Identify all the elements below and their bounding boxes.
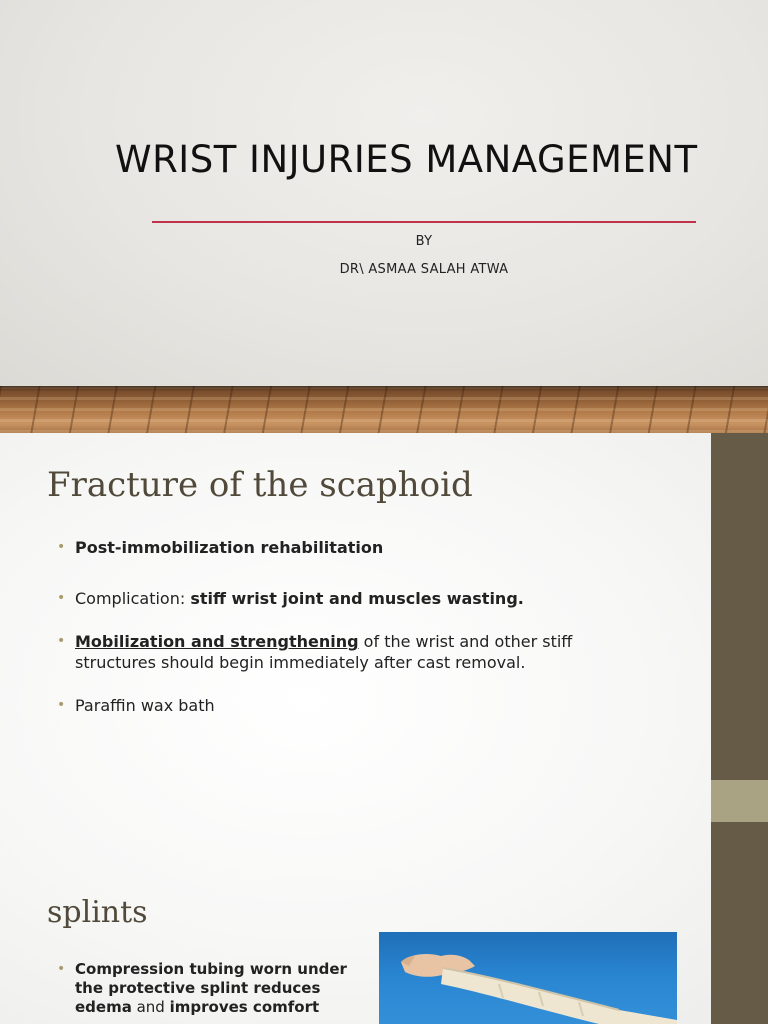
content-slide-splints [0,880,711,1024]
wrist-splint-illustration [379,932,677,1024]
byline-label: BY [415,234,433,249]
bullet-icon: • [57,590,66,606]
bullet-icon: • [57,633,66,649]
item-text-bold: improves comfort [169,998,320,1016]
side-bar-accent [711,780,768,822]
item-text: Paraffin wax bath [75,696,215,715]
bullet-icon: • [57,539,66,555]
list-item [57,588,657,609]
title-divider [152,221,696,223]
item-text: and [131,998,170,1016]
bullet-icon: • [57,697,66,713]
list-item [57,537,657,558]
bullet-list [57,537,657,716]
slide-heading: splints [47,895,148,930]
item-text: Complication: [75,589,191,608]
item-text: of the wrist and other stiff structures should begin immediately after cast removal. [75,632,573,672]
side-bar [711,433,768,1024]
bullet-icon: • [57,961,66,977]
slide-heading: Fracture of the scaphoid [47,465,473,505]
bullet-list [57,960,357,1017]
author-name: DR\ ASMAA SALAH ATWA [339,262,509,277]
list-item [57,631,657,673]
wrist-splint-photo [379,932,677,1024]
list-item [57,960,357,1017]
list-item [57,695,657,716]
item-text-underlined: Mobilization and strengthening [75,632,359,651]
wood-floor-decoration [0,386,768,433]
slide-title: WRIST INJURIES MANAGEMENT [115,138,698,181]
wood-floor-shadow [0,386,768,391]
item-text-bold: Compression tubing worn under the protective splint reduces edema [75,960,347,1016]
item-text-bold: stiff wrist joint and muscles wasting. [190,589,524,608]
item-text: Post-immobilization rehabilitation [75,538,384,557]
title-slide [0,0,768,386]
